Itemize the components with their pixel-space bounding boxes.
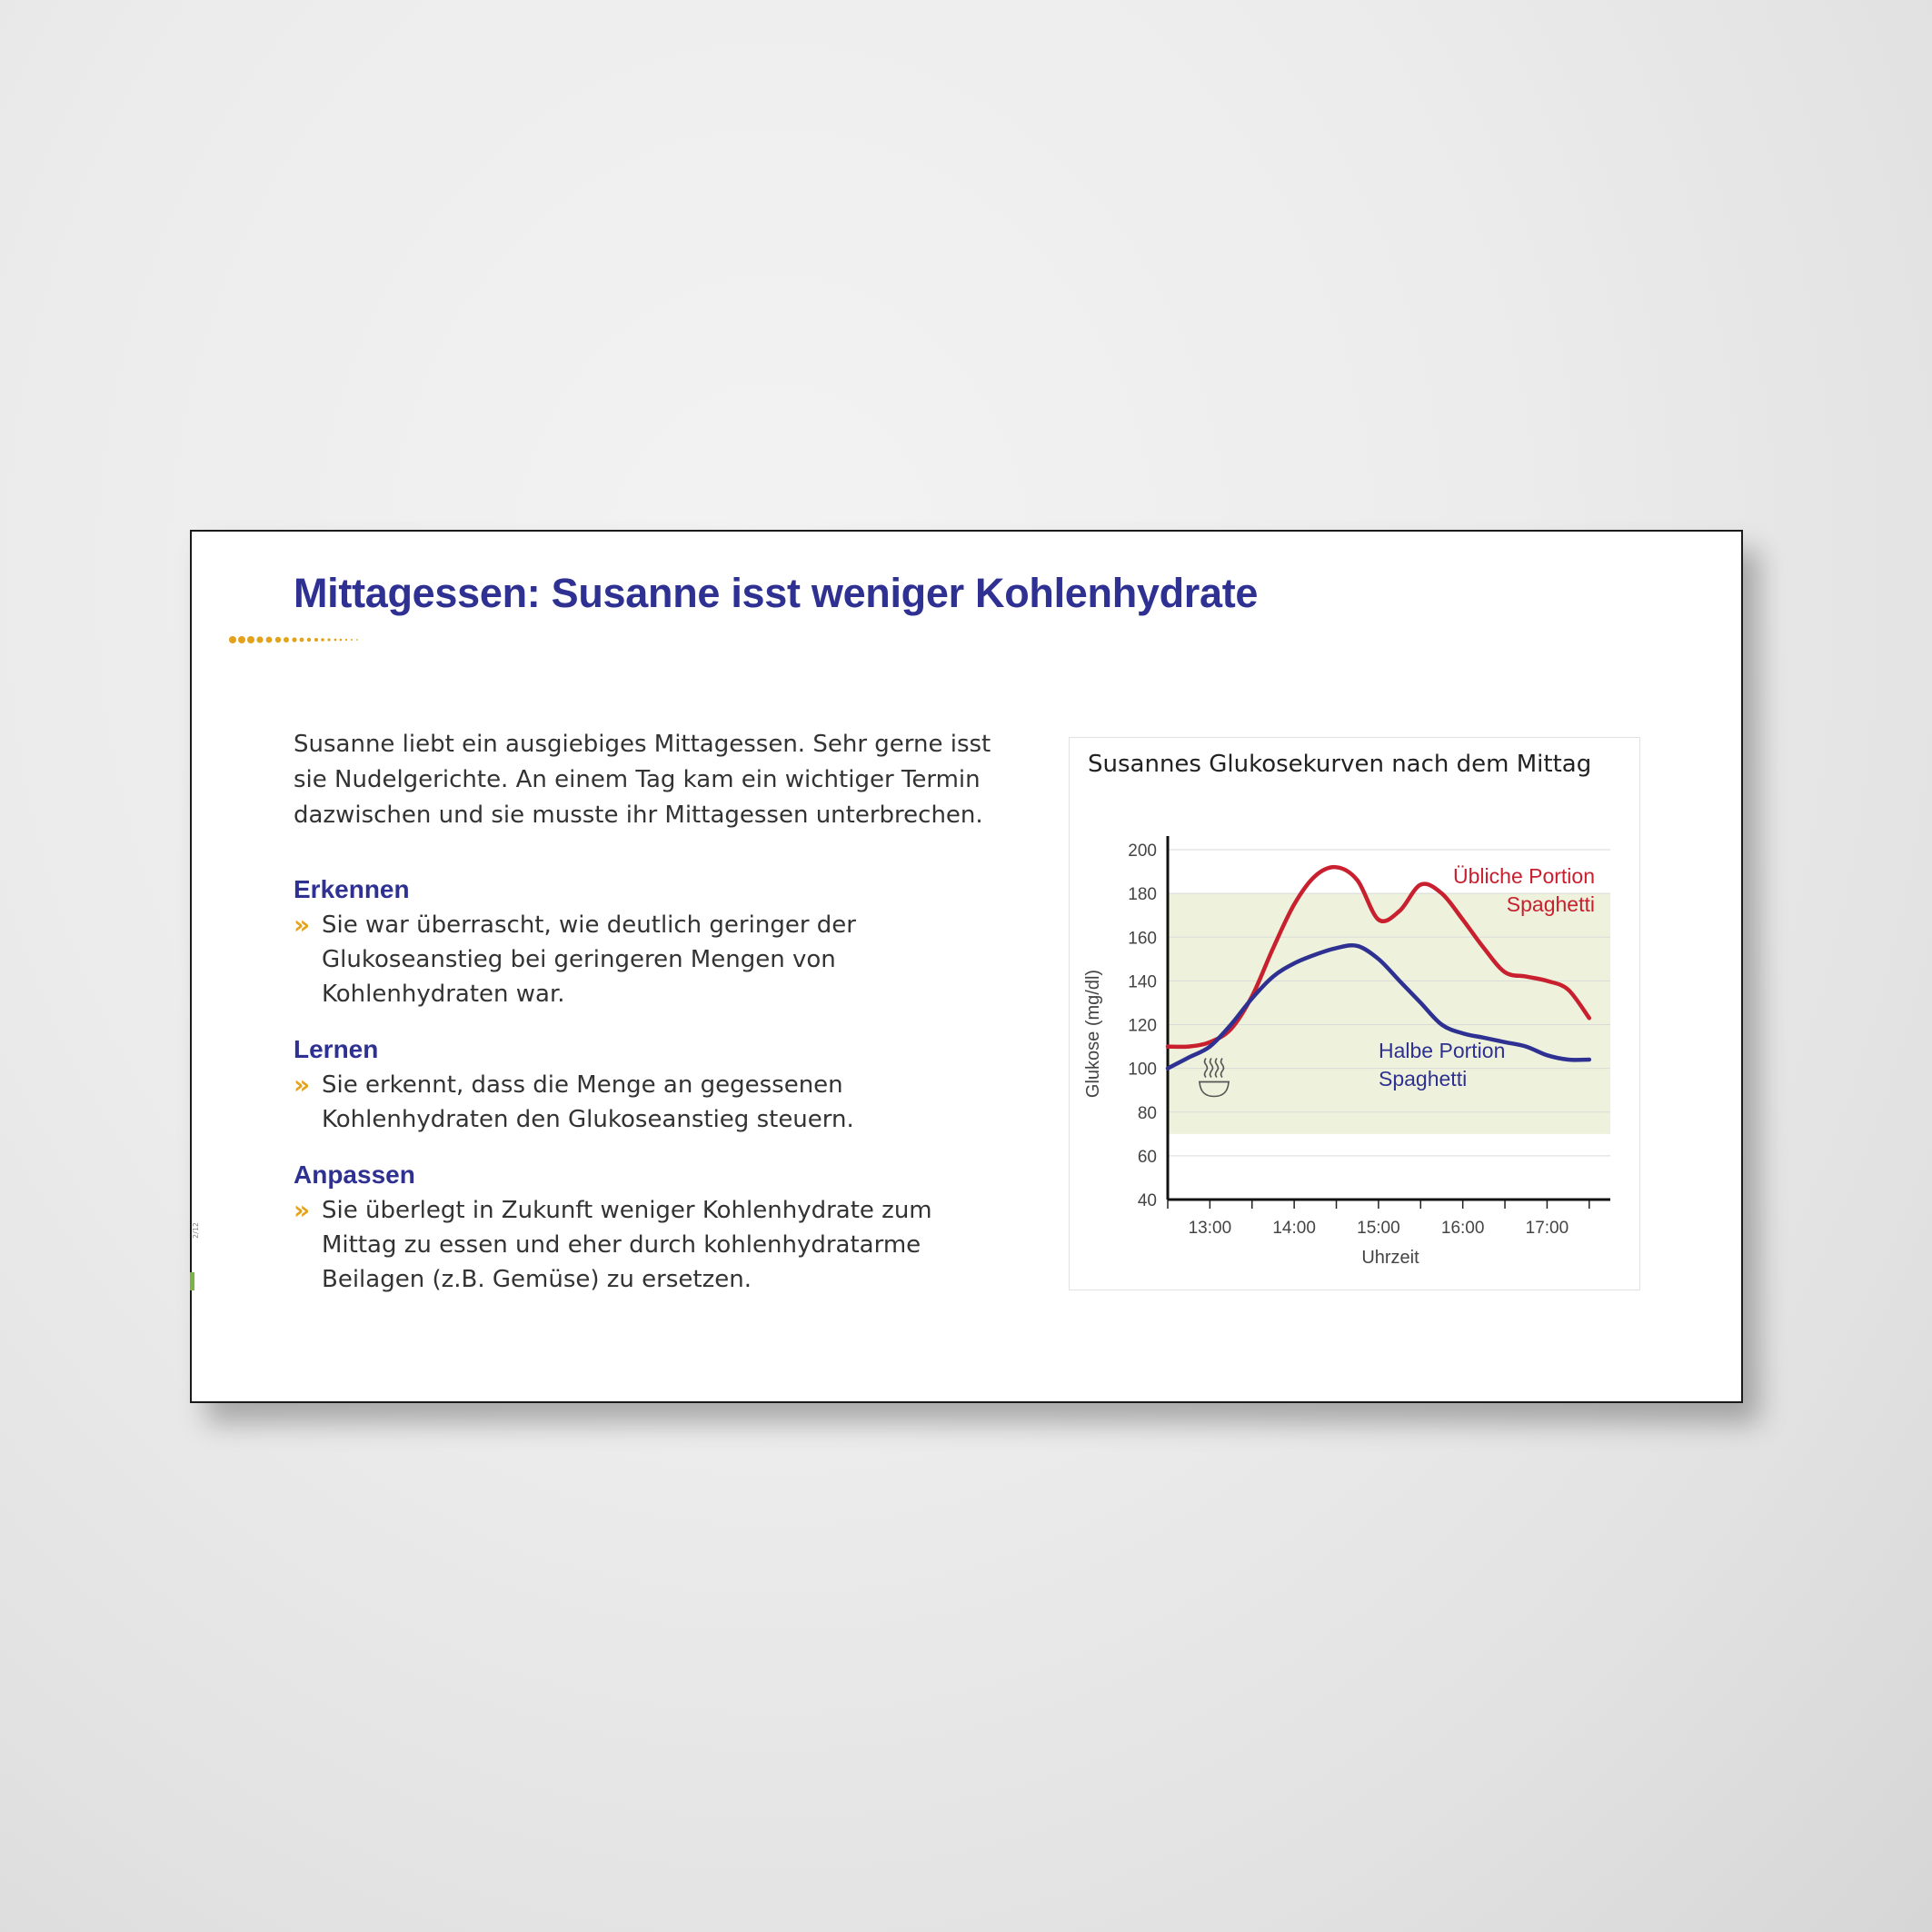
double-chevron-icon: » (294, 910, 311, 940)
section-anpassen (294, 1159, 1002, 1297)
series-label: Halbe Portion (1379, 1039, 1506, 1062)
slide-page (190, 530, 1743, 1403)
y-tick-label: 180 (1128, 885, 1157, 905)
section-lernen (294, 1033, 1002, 1137)
side-color-bar (190, 1272, 194, 1290)
x-tick-label: 13:00 (1188, 1219, 1232, 1238)
y-tick-label: 120 (1128, 1016, 1157, 1036)
section-heading: Lernen (294, 1035, 379, 1063)
x-tick-label: 17:00 (1525, 1219, 1569, 1238)
page-title: Mittagessen: Susanne isst weniger Kohlenhydrate (294, 570, 1259, 616)
x-axis-label: Uhrzeit (1361, 1248, 1419, 1268)
x-tick-label: 16:00 (1440, 1219, 1485, 1238)
double-chevron-icon: » (294, 1195, 311, 1225)
dotted-divider (228, 633, 373, 646)
y-tick-label: 100 (1128, 1060, 1157, 1080)
intro-paragraph: Susanne liebt ein ausgiebiges Mittagessen. Sehr gerne isst sie Nudelgerichte. An einem Tag kam ein wichtiger Termin dazwischen und sie musste ihr Mittagessen unterbrechen. (294, 731, 991, 829)
y-tick-label: 160 (1128, 929, 1157, 949)
side-page-number: 2/12 (192, 1222, 200, 1239)
bullet-item (294, 1068, 1002, 1137)
y-tick-label: 140 (1128, 972, 1157, 992)
y-tick-label: 40 (1137, 1191, 1157, 1210)
series-label: Spaghetti (1379, 1067, 1468, 1090)
bullet-item (294, 908, 1002, 1011)
text-column (294, 727, 1002, 1319)
y-tick-label: 200 (1128, 842, 1157, 861)
y-tick-label: 60 (1137, 1147, 1157, 1167)
target-range-band (1168, 893, 1610, 1134)
section-heading: Erkennen (294, 875, 410, 903)
bullet-text: Sie war überrascht, wie deutlich geringer der Glukoseanstieg bei geringeren Mengen von Kohlenhydraten war. (322, 911, 856, 1008)
series-label: Übliche Portion (1453, 864, 1595, 888)
chart-panel (1069, 737, 1640, 1290)
double-chevron-icon: » (294, 1070, 311, 1100)
chart-title: Susannes Glukosekurven nach dem Mittag (1088, 751, 1592, 778)
y-tick-label: 80 (1137, 1103, 1157, 1123)
x-tick-label: 14:00 (1272, 1219, 1316, 1238)
bullet-item (294, 1193, 1002, 1297)
glucose-chart (1070, 738, 1639, 1290)
series-label: Spaghetti (1506, 892, 1595, 916)
y-axis-label: Glukose (mg/dl) (1083, 969, 1103, 1099)
section-erkennen (294, 873, 1002, 1011)
bullet-text: Sie erkennt, dass die Menge an gegessenen Kohlenhydraten den Glukoseanstieg steuern. (322, 1071, 854, 1133)
bullet-text: Sie überlegt in Zukunft weniger Kohlenhydrate zum Mittag zu essen und eher durch kohlenhydratarme Beilagen (z.B. Gemüse) zu ersetzen. (322, 1197, 932, 1293)
section-heading: Anpassen (294, 1160, 415, 1189)
x-tick-label: 15:00 (1357, 1219, 1400, 1238)
